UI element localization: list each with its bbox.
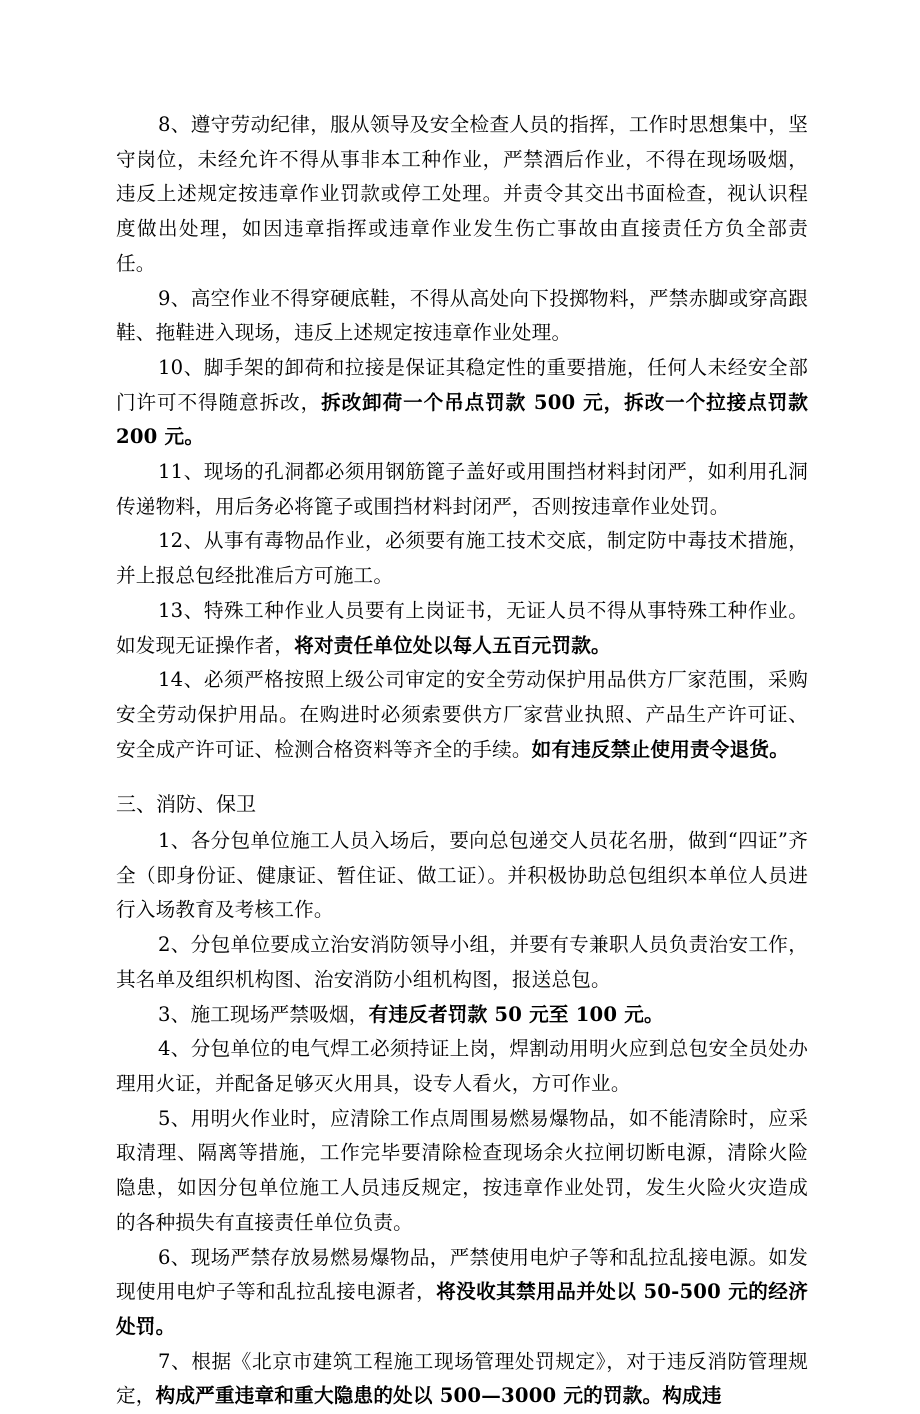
rule-text: 1、各分包单位施工人员入场后，要向总包递交人员花名册，做到“四证”齐全（即身份证、健康证、暂住证、做工证）。并积极协助总包组织本单位人员进行入场教育及考核工作。 xyxy=(116,829,808,922)
rule-text: 10、脚手架的卸荷和拉接是保证其稳定性的重要措施，任何人未经安全部门许可不得随意拆改， xyxy=(116,355,808,414)
rule-text: 5、用明火作业时，应清除工作点周围易燃易爆物品，如不能清除时，应采取清理、隔离等措施，工作完毕要清除检查现场余火拉闸切断电源，清除火险隐患，如因分包单位施工人员违反规定，按违章作业处罚，发生火险火灾造成的各种损失有直接责任单位负责。 xyxy=(116,1106,808,1234)
rule-text: 6、现场严禁存放易燃易爆物品，严禁使用电炉子等和乱拉乱接电源。如发现使用电炉子等和乱拉乱接电源者， xyxy=(116,1245,808,1304)
section-heading-fire-security: 三、消防、保卫 xyxy=(116,792,256,817)
rule-text: 2、分包单位要成立治安消防领导小组，并要有专兼职人员负责治安工作，其名单及组织机构图、治安消防小组机构图，报送总包。 xyxy=(116,933,808,991)
paragraph-fire-3 xyxy=(116,998,808,1033)
rule-text: 14、必须严格按照上级公司审定的安全劳动保护用品供方厂家范围，采购安全劳动保护用品。在购进时必须索要供方厂家营业执照、产品生产许可证、安全成产许可证、检测合格资料等齐全的手续。 xyxy=(116,668,808,761)
fire-security-rules-list xyxy=(116,824,808,1414)
penalty-text: 将没收其禁用品并处以 50-500 元的经济处罚。 xyxy=(116,1280,809,1338)
penalty-text: 有违反者罚款 50 元至 100 元。 xyxy=(368,1002,664,1026)
paragraph-item-14 xyxy=(116,663,808,767)
rule-text: 12、从事有毒物品作业，必须要有施工技术交底，制定防中毒技术措施，并上报总包经批准后方可施工。 xyxy=(116,529,808,588)
paragraph-fire-7 xyxy=(116,1345,808,1414)
rule-text: 7、根据《北京市建筑工程施工现场管理处罚规定》，对于违反消防管理规定， xyxy=(116,1349,808,1408)
paragraph-item-10 xyxy=(116,351,808,455)
safety-rules-list xyxy=(116,108,808,767)
rule-text: 11、现场的孔洞都必须用钢筋篦子盖好或用围挡材料封闭严，如利用孔洞传递物料，用后务必将篦子或围挡材料封闭严，否则按违章作业处罚。 xyxy=(116,460,808,518)
paragraph-fire-6 xyxy=(116,1241,808,1345)
penalty-text: 将对责任单位处以每人五百元罚款。 xyxy=(294,633,611,657)
paragraph-item-9 xyxy=(116,282,808,351)
document-body xyxy=(116,108,808,1414)
paragraph-fire-2 xyxy=(116,928,808,997)
paragraph-fire-5 xyxy=(116,1102,808,1241)
paragraph-item-11 xyxy=(116,455,808,524)
rule-text: 13、特殊工种作业人员要有上岗证书，无证人员不得从事特殊工种作业。如发现无证操作者， xyxy=(116,598,808,657)
penalty-text: 如有违反禁止使用责令退货。 xyxy=(531,737,789,761)
paragraph-item-12 xyxy=(116,524,808,593)
rule-text: 3、施工现场严禁吸烟， xyxy=(158,1002,369,1026)
penalty-text: 拆改卸荷一个吊点罚款 500 元，拆改一个拉接点罚款 200 元。 xyxy=(116,390,808,449)
rule-text: 8、遵守劳动纪律，服从领导及安全检查人员的指挥，工作时思想集中，坚守岗位，未经允许不得从事非本工种作业，严禁酒后作业，不得在现场吸烟，违反上述规定按违章作业罚款或停工处理。并责令其交出书面检查，视认识程度做出处理，如因违章指挥或违章作业发生伤亡事故由直接责任方负全部责任。 xyxy=(116,113,808,275)
paragraph-item-8 xyxy=(116,108,808,282)
paragraph-fire-1 xyxy=(116,824,808,928)
paragraph-item-13 xyxy=(116,594,808,663)
rule-text: 4、分包单位的电气焊工必须持证上岗，焊割动用明火应到总包安全员处办理用火证，并配备足够灭火用具，设专人看火，方可作业。 xyxy=(116,1037,808,1095)
rule-text: 9、高空作业不得穿硬底鞋，不得从高处向下投掷物料，严禁赤脚或穿高跟鞋、拖鞋进入现场，违反上述规定按违章作业处理。 xyxy=(116,286,808,345)
penalty-text: 构成严重违章和重大隐患的处以 500—3000 元的罚款。构成违 xyxy=(155,1384,722,1408)
paragraph-fire-4 xyxy=(116,1032,808,1101)
